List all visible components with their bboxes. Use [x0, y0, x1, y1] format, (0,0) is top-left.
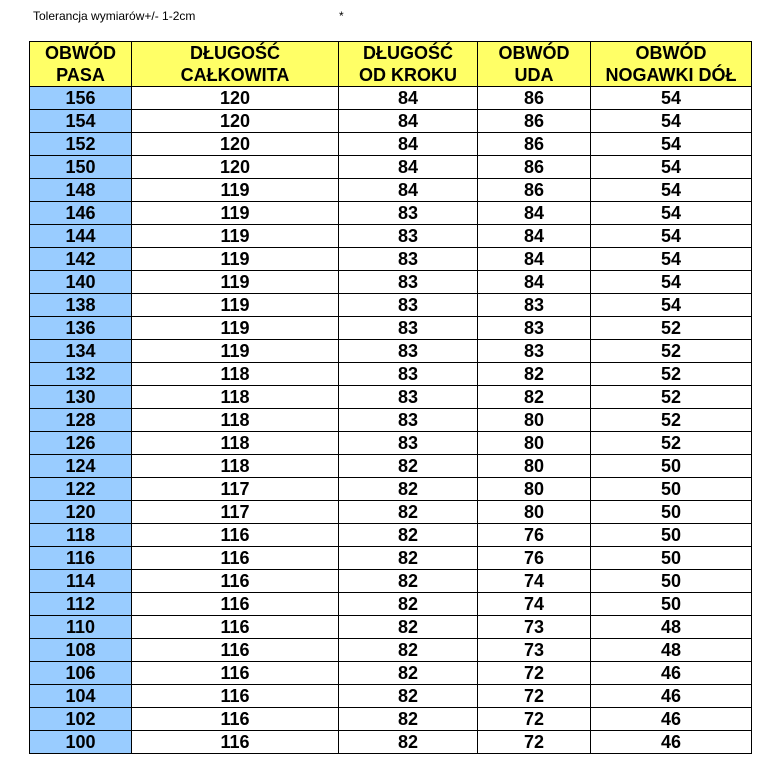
total-length-cell: 116 [132, 708, 339, 731]
leg-opening-cell: 50 [591, 478, 752, 501]
tolerance-note: Tolerancja wymiarów+/- 1-2cm [33, 9, 196, 23]
table-row [30, 662, 752, 685]
thigh-cell: 84 [478, 225, 591, 248]
thigh-cell: 84 [478, 271, 591, 294]
waist-cell: 144 [30, 225, 132, 248]
total-length-cell: 117 [132, 501, 339, 524]
inseam-cell: 84 [339, 156, 478, 179]
inseam-cell: 82 [339, 524, 478, 547]
total-length-cell: 119 [132, 340, 339, 363]
total-length-cell: 118 [132, 455, 339, 478]
leg-opening-cell: 52 [591, 409, 752, 432]
table-row [30, 202, 752, 225]
total-length-cell: 118 [132, 386, 339, 409]
waist-cell: 156 [30, 87, 132, 110]
total-length-cell: 119 [132, 294, 339, 317]
table-row [30, 731, 752, 754]
inseam-cell: 83 [339, 363, 478, 386]
thigh-cell: 80 [478, 501, 591, 524]
total-length-cell: 119 [132, 225, 339, 248]
table-row [30, 156, 752, 179]
total-length-header [132, 42, 339, 87]
inseam-cell: 83 [339, 409, 478, 432]
leg-opening-cell: 52 [591, 340, 752, 363]
table-row [30, 570, 752, 593]
total-length-cell: 120 [132, 110, 339, 133]
leg-opening-cell: 54 [591, 294, 752, 317]
thigh-cell: 72 [478, 685, 591, 708]
waist-cell: 104 [30, 685, 132, 708]
inseam-cell: 82 [339, 547, 478, 570]
inseam-cell: 82 [339, 593, 478, 616]
table-row [30, 478, 752, 501]
total-length-cell: 119 [132, 202, 339, 225]
total-length-cell: 117 [132, 478, 339, 501]
waist-cell: 140 [30, 271, 132, 294]
waist-header [30, 42, 132, 87]
inseam-cell: 82 [339, 708, 478, 731]
leg-opening-cell: 48 [591, 616, 752, 639]
thigh-cell: 76 [478, 524, 591, 547]
waist-cell: 148 [30, 179, 132, 202]
thigh-cell: 73 [478, 639, 591, 662]
waist-cell: 108 [30, 639, 132, 662]
table-row [30, 708, 752, 731]
leg-opening-cell: 52 [591, 386, 752, 409]
leg-opening-cell: 54 [591, 202, 752, 225]
leg-opening-header [591, 42, 752, 87]
inseam-cell: 82 [339, 616, 478, 639]
thigh-cell: 82 [478, 363, 591, 386]
inseam-cell: 83 [339, 386, 478, 409]
thigh-cell: 86 [478, 179, 591, 202]
inseam-cell: 82 [339, 685, 478, 708]
table-row [30, 455, 752, 478]
thigh-header [478, 42, 591, 87]
thigh-cell: 82 [478, 386, 591, 409]
leg-opening-cell: 50 [591, 524, 752, 547]
thigh-cell: 83 [478, 340, 591, 363]
inseam-cell: 82 [339, 478, 478, 501]
thigh-cell: 74 [478, 570, 591, 593]
table-row [30, 87, 752, 110]
leg-opening-cell: 54 [591, 179, 752, 202]
inseam-cell: 84 [339, 110, 478, 133]
total-length-cell: 116 [132, 662, 339, 685]
table-row [30, 409, 752, 432]
size-table [29, 41, 752, 754]
header-row [30, 42, 752, 87]
inseam-cell: 83 [339, 202, 478, 225]
leg-opening-cell: 46 [591, 662, 752, 685]
inseam-cell: 83 [339, 340, 478, 363]
waist-cell: 122 [30, 478, 132, 501]
leg-opening-cell: 50 [591, 455, 752, 478]
thigh-cell: 86 [478, 87, 591, 110]
waist-cell: 102 [30, 708, 132, 731]
leg-opening-cell: 50 [591, 593, 752, 616]
table-row [30, 294, 752, 317]
waist-cell: 120 [30, 501, 132, 524]
thigh-cell: 80 [478, 409, 591, 432]
inseam-cell: 83 [339, 225, 478, 248]
thigh-cell: 83 [478, 317, 591, 340]
table-row [30, 432, 752, 455]
inseam-cell: 83 [339, 271, 478, 294]
inseam-cell: 82 [339, 570, 478, 593]
leg-opening-cell: 46 [591, 685, 752, 708]
leg-opening-cell: 50 [591, 570, 752, 593]
total-length-cell: 120 [132, 87, 339, 110]
header-line: CAŁKOWITA [180, 65, 290, 85]
inseam-cell: 83 [339, 317, 478, 340]
table-row [30, 340, 752, 363]
waist-cell: 132 [30, 363, 132, 386]
waist-cell: 106 [30, 662, 132, 685]
leg-opening-cell: 54 [591, 156, 752, 179]
inseam-cell: 84 [339, 87, 478, 110]
inseam-cell: 84 [339, 133, 478, 156]
leg-opening-cell: 54 [591, 248, 752, 271]
inseam-cell: 82 [339, 639, 478, 662]
total-length-cell: 119 [132, 179, 339, 202]
thigh-cell: 84 [478, 248, 591, 271]
total-length-cell: 116 [132, 593, 339, 616]
header-line: OBWÓD [45, 43, 116, 63]
leg-opening-cell: 54 [591, 225, 752, 248]
waist-cell: 138 [30, 294, 132, 317]
waist-cell: 152 [30, 133, 132, 156]
thigh-cell: 86 [478, 110, 591, 133]
inseam-cell: 82 [339, 731, 478, 754]
total-length-cell: 116 [132, 639, 339, 662]
thigh-cell: 72 [478, 662, 591, 685]
inseam-cell: 82 [339, 501, 478, 524]
leg-opening-cell: 48 [591, 639, 752, 662]
total-length-cell: 119 [132, 271, 339, 294]
inseam-cell: 82 [339, 455, 478, 478]
total-length-cell: 116 [132, 685, 339, 708]
total-length-cell: 119 [132, 317, 339, 340]
waist-cell: 154 [30, 110, 132, 133]
table-row [30, 225, 752, 248]
total-length-cell: 116 [132, 524, 339, 547]
inseam-cell: 83 [339, 248, 478, 271]
table-row [30, 685, 752, 708]
waist-cell: 146 [30, 202, 132, 225]
header-line: OBWÓD [635, 43, 707, 63]
thigh-cell: 86 [478, 156, 591, 179]
table-row [30, 639, 752, 662]
waist-cell: 110 [30, 616, 132, 639]
thigh-cell: 86 [478, 133, 591, 156]
table-row [30, 179, 752, 202]
waist-cell: 100 [30, 731, 132, 754]
waist-cell: 126 [30, 432, 132, 455]
waist-cell: 134 [30, 340, 132, 363]
total-length-cell: 118 [132, 363, 339, 386]
leg-opening-cell: 46 [591, 708, 752, 731]
waist-cell: 128 [30, 409, 132, 432]
table-row [30, 317, 752, 340]
leg-opening-cell: 52 [591, 432, 752, 455]
waist-cell: 112 [30, 593, 132, 616]
inseam-cell: 84 [339, 179, 478, 202]
total-length-cell: 116 [132, 547, 339, 570]
table-row [30, 271, 752, 294]
thigh-cell: 73 [478, 616, 591, 639]
leg-opening-cell: 46 [591, 731, 752, 754]
total-length-cell: 116 [132, 570, 339, 593]
thigh-cell: 72 [478, 708, 591, 731]
table-row [30, 524, 752, 547]
thigh-cell: 72 [478, 731, 591, 754]
leg-opening-cell: 54 [591, 110, 752, 133]
leg-opening-cell: 52 [591, 317, 752, 340]
table-row [30, 363, 752, 386]
waist-cell: 130 [30, 386, 132, 409]
total-length-cell: 118 [132, 432, 339, 455]
header-line: OD KROKU [359, 65, 457, 85]
asterisk-mark: * [339, 9, 344, 23]
thigh-cell: 80 [478, 432, 591, 455]
leg-opening-cell: 54 [591, 271, 752, 294]
total-length-cell: 116 [132, 616, 339, 639]
header-line: OBWÓD [498, 43, 570, 63]
inseam-cell: 83 [339, 432, 478, 455]
thigh-cell: 83 [478, 294, 591, 317]
leg-opening-cell: 52 [591, 363, 752, 386]
table-row [30, 386, 752, 409]
thigh-cell: 80 [478, 478, 591, 501]
table-row [30, 501, 752, 524]
table-row [30, 133, 752, 156]
header-line: DŁUGOŚĆ [190, 43, 280, 63]
thigh-cell: 84 [478, 202, 591, 225]
waist-cell: 116 [30, 547, 132, 570]
table-body [30, 87, 752, 754]
waist-cell: 150 [30, 156, 132, 179]
header-line: PASA [56, 65, 105, 85]
header-line: DŁUGOŚĆ [363, 43, 453, 63]
waist-cell: 136 [30, 317, 132, 340]
leg-opening-cell: 50 [591, 501, 752, 524]
table-row [30, 248, 752, 271]
header-line: UDA [514, 65, 554, 85]
thigh-cell: 80 [478, 455, 591, 478]
table-row [30, 593, 752, 616]
waist-cell: 118 [30, 524, 132, 547]
inseam-cell: 82 [339, 662, 478, 685]
waist-cell: 124 [30, 455, 132, 478]
waist-cell: 142 [30, 248, 132, 271]
table-row [30, 616, 752, 639]
inseam-header [339, 42, 478, 87]
thigh-cell: 76 [478, 547, 591, 570]
table-row [30, 110, 752, 133]
total-length-cell: 118 [132, 409, 339, 432]
table-row [30, 547, 752, 570]
thigh-cell: 74 [478, 593, 591, 616]
total-length-cell: 120 [132, 156, 339, 179]
leg-opening-cell: 54 [591, 133, 752, 156]
header-line: NOGAWKI DÓŁ [605, 65, 737, 85]
total-length-cell: 120 [132, 133, 339, 156]
waist-cell: 114 [30, 570, 132, 593]
leg-opening-cell: 54 [591, 87, 752, 110]
inseam-cell: 83 [339, 294, 478, 317]
total-length-cell: 119 [132, 248, 339, 271]
total-length-cell: 116 [132, 731, 339, 754]
leg-opening-cell: 50 [591, 547, 752, 570]
